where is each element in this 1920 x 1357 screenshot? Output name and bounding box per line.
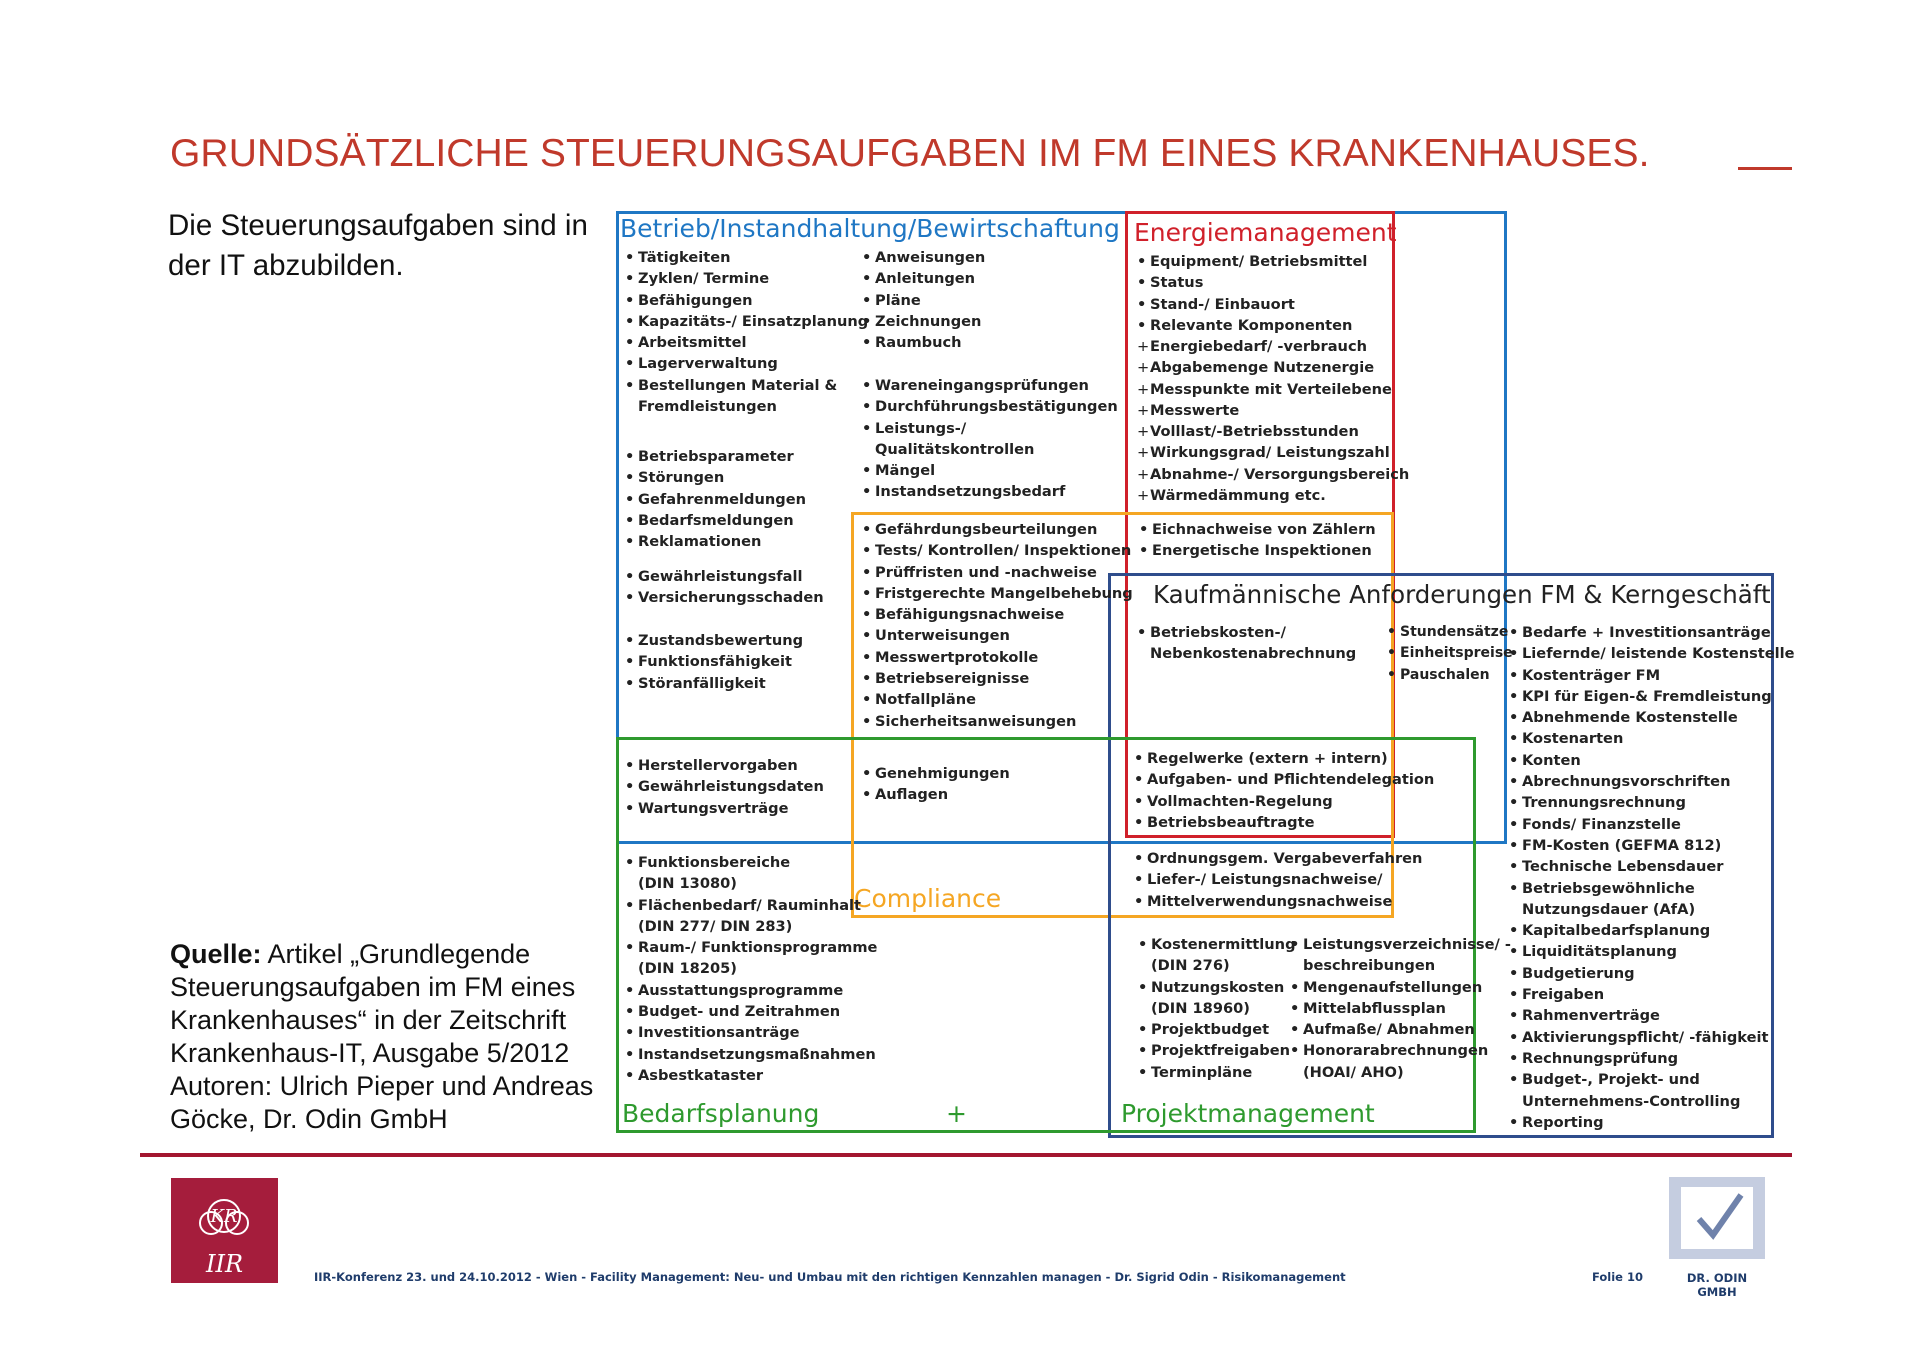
list-item: • Gewährleistungsfall xyxy=(625,566,824,587)
list-betrieb-e xyxy=(862,247,985,353)
list-item: • Fonds/ Finanzstelle xyxy=(1509,814,1795,835)
heading-plus: + xyxy=(946,1099,967,1128)
list-item: • Aktivierungspflicht/ -fähigkeit xyxy=(1509,1027,1795,1048)
odin-logo xyxy=(1667,1175,1767,1261)
list-item: • Abrechnungsvorschriften xyxy=(1509,771,1795,792)
list-item: • Kostenermittlung xyxy=(1138,934,1296,955)
list-item: • Reklamationen xyxy=(625,531,806,552)
list-item: • Reporting xyxy=(1509,1112,1795,1133)
list-item: • Regelwerke (extern + intern) xyxy=(1134,748,1434,769)
title-underline xyxy=(1738,167,1792,170)
svg-text:KR: KR xyxy=(210,1206,238,1227)
list-compliance-b xyxy=(1139,519,1376,562)
list-item: • Genehmigungen xyxy=(862,763,1010,784)
list-item: • Abnehmende Kostenstelle xyxy=(1509,707,1795,728)
intro-text: Die Steuerungsaufgaben sind in der IT abzubilden. xyxy=(168,209,588,282)
list-item: + Volllast/-Betriebsstunden xyxy=(1137,421,1409,442)
list-item: • Auflagen xyxy=(862,784,1010,805)
footer-text: IIR-Konferenz 23. und 24.10.2012 - Wien - Facility Management: Neu- und Umbau mit den richtigen Kennzahlen managen - Dr. Sigrid Odin - Risikomanagement xyxy=(314,1270,1346,1284)
heading-projekt: Projektmanagement xyxy=(1121,1099,1375,1128)
list-item: • Betriebsbeauftragte xyxy=(1134,812,1434,833)
list-item: • Asbestkataster xyxy=(625,1065,877,1086)
list-bedarf-a xyxy=(625,852,877,1086)
list-item: • Status xyxy=(1137,272,1367,293)
list-item: • Energetische Inspektionen xyxy=(1139,540,1376,561)
footer-divider xyxy=(140,1153,1792,1157)
list-item: • Projektbudget xyxy=(1138,1019,1296,1040)
list-green-d xyxy=(1134,848,1422,912)
list-item: (DIN 13080) xyxy=(638,875,737,893)
list-item: • Budget- und Zeitrahmen xyxy=(625,1001,877,1022)
list-item: • Relevante Komponenten xyxy=(1137,315,1367,336)
heading-betrieb: Betrieb/Instandhaltung/Bewirtschaftung xyxy=(620,214,1120,243)
list-item: • Betriebsparameter xyxy=(625,446,806,467)
list-item: • Funktionsfähigkeit xyxy=(625,651,803,672)
list-item: (DIN 276) xyxy=(1151,957,1230,975)
list-item: • Freigaben xyxy=(1509,984,1795,1005)
list-item: • Mittelabflussplan xyxy=(1290,998,1511,1019)
list-item: Fremdleistungen xyxy=(638,398,777,416)
list-item: • Honorarabrechnungen xyxy=(1290,1040,1511,1061)
list-energie-a xyxy=(1137,251,1367,336)
heading-energie: Energiemanagement xyxy=(1134,218,1397,247)
heading-compliance: Compliance xyxy=(854,884,1002,913)
list-item: • Betriebskosten-/ xyxy=(1137,622,1356,643)
list-item: + Energiebedarf/ -verbrauch xyxy=(1137,336,1409,357)
list-item: • Unterweisungen xyxy=(862,625,1133,646)
list-item: • Leistungs-/ xyxy=(862,418,1118,439)
slide-number: Folie 10 xyxy=(1592,1270,1643,1284)
list-item: • Zustandsbewertung xyxy=(625,630,803,651)
checkmark-icon xyxy=(1667,1175,1767,1261)
list-item: • Trennungsrechnung xyxy=(1509,792,1795,813)
list-item: • Wartungsverträge xyxy=(625,798,824,819)
list-item: • Fristgerechte Mangelbehebung xyxy=(862,583,1133,604)
list-item: • Raum-/ Funktionsprogramme xyxy=(625,937,877,958)
list-item: • Notfallpläne xyxy=(862,689,1133,710)
list-item: • Raumbuch xyxy=(862,332,985,353)
iir-logo xyxy=(171,1178,278,1283)
list-item: • Lagerverwaltung xyxy=(625,353,868,374)
list-item: • Störungen xyxy=(625,467,806,488)
list-item: • Versicherungsschaden xyxy=(625,587,824,608)
list-item: • Technische Lebensdauer xyxy=(1509,856,1795,877)
list-item: • Liefernde/ leistende Kostenstelle xyxy=(1509,643,1795,664)
list-item: • Flächenbedarf/ Rauminhalt xyxy=(625,895,877,916)
list-item: • Budget-, Projekt- und xyxy=(1509,1069,1795,1090)
list-item: Qualitätskontrollen xyxy=(875,440,1035,458)
list-item: • Anleitungen xyxy=(862,268,985,289)
list-item: • KPI für Eigen-& Fremdleistung xyxy=(1509,686,1795,707)
list-item: • Gefahrenmeldungen xyxy=(625,489,806,510)
list-item: • Durchführungsbestätigungen xyxy=(862,396,1118,417)
list-item: • Betriebsereignisse xyxy=(862,668,1133,689)
list-item: • Stand-/ Einbauort xyxy=(1137,294,1367,315)
list-item: • Instandsetzungsbedarf xyxy=(862,481,1118,502)
heading-kauf: Kaufmännische Anforderungen FM & Kerngeschäft xyxy=(1153,580,1771,609)
list-item: • Ausstattungsprogramme xyxy=(625,980,877,1001)
list-item: • Vollmachten-Regelung xyxy=(1134,791,1434,812)
list-item: • Stundensätze xyxy=(1387,622,1513,643)
page-title: GRUNDSÄTZLICHE STEUERUNGSAUFGABEN IM FM EINES KRANKENHAUSES. xyxy=(170,132,1650,175)
list-item: + Abgabemenge Nutzenergie xyxy=(1137,357,1409,378)
list-betrieb-a xyxy=(625,247,868,417)
list-item: • Zeichnungen xyxy=(862,311,985,332)
list-item: • Tests/ Kontrollen/ Inspektionen xyxy=(862,540,1133,561)
list-item: • Budgetierung xyxy=(1509,963,1795,984)
source-label: Quelle: xyxy=(170,939,262,969)
list-item: (DIN 18205) xyxy=(638,960,737,978)
list-item: (DIN 277/ DIN 283) xyxy=(638,917,793,935)
list-item: • Störanfälligkeit xyxy=(625,673,803,694)
source-citation xyxy=(170,938,600,1136)
list-item: • Terminpläne xyxy=(1138,1062,1296,1083)
list-item: • Anweisungen xyxy=(862,247,985,268)
list-item: • Einheitspreise xyxy=(1387,643,1513,664)
list-item: • Bedarfsmeldungen xyxy=(625,510,806,531)
list-item: • Befähigungsnachweise xyxy=(862,604,1133,625)
list-kauf-a xyxy=(1137,622,1356,665)
list-item: • Konten xyxy=(1509,750,1795,771)
list-compliance-a xyxy=(862,519,1133,732)
source-text: Artikel „Grundlegende Steuerungsaufgaben im FM eines Krankenhauses“ in der Zeitschrift Krankenhaus-IT, Ausgabe 5/2012 Autoren: Ulrich Pieper und Andreas Göcke, Dr. Odin GmbH xyxy=(170,939,594,1134)
list-item: • Herstellervorgaben xyxy=(625,755,824,776)
list-item: • Prüffristen und -nachweise xyxy=(862,562,1133,583)
list-item: • Kostenträger FM xyxy=(1509,665,1795,686)
list-item: • Investitionsanträge xyxy=(625,1022,877,1043)
list-item: • Messwertprotokolle xyxy=(862,647,1133,668)
list-energie-b xyxy=(1137,336,1409,506)
list-betrieb-d xyxy=(625,630,803,694)
list-item: (HOAI/ AHO) xyxy=(1303,1063,1404,1081)
list-item: • Bedarfe + Investitionsanträge xyxy=(1509,622,1795,643)
list-item: • Gefährdungsbeurteilungen xyxy=(862,519,1133,540)
list-item: • Wareneingangsprüfungen xyxy=(862,375,1118,396)
iir-logo-text: IIR xyxy=(205,1250,244,1278)
list-item: • Funktionsbereiche xyxy=(625,852,877,873)
list-item: • Tätigkeiten xyxy=(625,247,868,268)
heading-bedarf: Bedarfsplanung xyxy=(622,1099,820,1128)
list-item: + Wirkungsgrad/ Leistungszahl xyxy=(1137,442,1409,463)
list-projekt-b xyxy=(1290,934,1511,1083)
list-kauf-c xyxy=(1509,622,1795,1133)
list-item: • Mängel xyxy=(862,460,1118,481)
list-item: • Betriebsgewöhnliche xyxy=(1509,878,1795,899)
list-green-c xyxy=(1134,748,1434,833)
list-item: beschreibungen xyxy=(1303,957,1436,975)
list-betrieb-b xyxy=(625,446,806,552)
list-item: + Wärmedämmung etc. xyxy=(1137,485,1409,506)
list-item: • Kapitalbedarfsplanung xyxy=(1509,920,1795,941)
list-item: + Messpunkte mit Verteilebene xyxy=(1137,379,1409,400)
list-item: Nutzungsdauer (AfA) xyxy=(1522,900,1696,918)
list-betrieb-f xyxy=(862,375,1118,503)
list-item: • Projektfreigaben xyxy=(1138,1040,1296,1061)
list-item: • Mengenaufstellungen xyxy=(1290,977,1511,998)
list-item: • Ordnungsgem. Vergabeverfahren xyxy=(1134,848,1422,869)
list-item: + Messwerte xyxy=(1137,400,1409,421)
list-item: + Abnahme-/ Versorgungsbereich xyxy=(1137,464,1409,485)
list-item: • Pläne xyxy=(862,290,985,311)
list-item: • Equipment/ Betriebsmittel xyxy=(1137,251,1367,272)
list-item: (DIN 18960) xyxy=(1151,999,1250,1017)
list-item: • Instandsetzungsmaßnahmen xyxy=(625,1044,877,1065)
list-item: Unternehmens-Controlling xyxy=(1522,1092,1741,1110)
list-item: • Rahmenverträge xyxy=(1509,1005,1795,1026)
list-item: • Befähigungen xyxy=(625,290,868,311)
list-item: • Nutzungskosten xyxy=(1138,977,1296,998)
list-item: • Aufmaße/ Abnahmen xyxy=(1290,1019,1511,1040)
list-kauf-b xyxy=(1387,622,1513,686)
list-item: • Gewährleistungsdaten xyxy=(625,776,824,797)
list-item: • Bestellungen Material & xyxy=(625,375,868,396)
list-item: • FM-Kosten (GEFMA 812) xyxy=(1509,835,1795,856)
list-item: Nebenkostenabrechnung xyxy=(1150,645,1357,663)
list-green-b xyxy=(862,763,1010,806)
list-item: • Zyklen/ Termine xyxy=(625,268,868,289)
list-item: • Kostenarten xyxy=(1509,728,1795,749)
list-item: • Mittelverwendungsnachweise xyxy=(1134,891,1422,912)
company-name: DR. ODIN GMBH xyxy=(1686,1271,1748,1299)
list-item: • Liquiditätsplanung xyxy=(1509,941,1795,962)
list-betrieb-c xyxy=(625,566,824,609)
list-item: • Leistungsverzeichnisse/ - xyxy=(1290,934,1511,955)
list-green-a xyxy=(625,755,824,819)
list-item: • Liefer-/ Leistungsnachweise/ xyxy=(1134,869,1422,890)
list-item: • Pauschalen xyxy=(1387,665,1513,686)
list-item: • Sicherheitsanweisungen xyxy=(862,711,1133,732)
list-projekt-a xyxy=(1138,934,1296,1083)
list-item: • Aufgaben- und Pflichtendelegation xyxy=(1134,769,1434,790)
list-item: • Arbeitsmittel xyxy=(625,332,868,353)
list-item: • Kapazitäts-/ Einsatzplanung xyxy=(625,311,868,332)
list-item: • Eichnachweise von Zählern xyxy=(1139,519,1376,540)
list-item: • Rechnungsprüfung xyxy=(1509,1048,1795,1069)
